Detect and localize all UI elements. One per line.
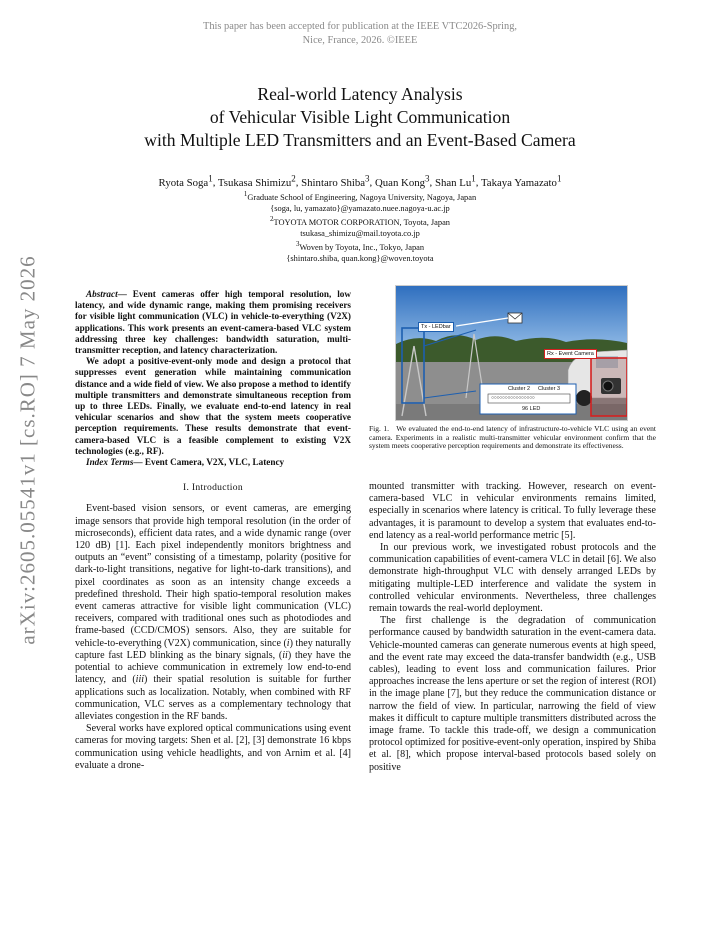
figure-1-photo xyxy=(395,285,628,421)
email-line: {shintaro.shiba, quan.kong}@woven.toyota xyxy=(286,254,434,264)
affiliation-line: $^3$Woven by Toyota, Inc., Tokyo, Japan xyxy=(295,240,425,253)
arxiv-id: arXiv:2605.05541v1 [cs.RO] 7 May 2026 xyxy=(15,255,40,645)
author-list: Ryota Soga$^1$, Tsukasa Shimizu$^2$, Shintaro Shiba$^3$, Quan Kong$^3$, Shan Lu$^1$, Takaya Yamazato$^1$ xyxy=(158,173,562,189)
intro-paragraph-1: Event-based vision sensors, or event cameras, are emerging image sensors that provide high temporal resolution (in the order of microseconds), efficient data rates, and a wide dynamic range (over 120 dB) [1]. Each pixel independently monitors brightness and outputs an “event” consisting of a timestamp, polarity (positive for dark-to-light transitions, negative for light-to-dark transitions), and pixel coordinates as soon as an intensity change exceeds a predefined threshold. Their high spatio-temporal resolution makes event cameras attractive for visible light communication (VLC) receivers, compared with traditional ones such as photodiodes and frame-based (CCD/CMOS) sensors. Also, they are suitable for vehicle-to-everything (V2X) communication, since (i) they naturally capture fast LED blinking as the binary signals, (ii) they have the potential to achieve communication in extremely low end-to-end latency, and (iii) their spatial resolution is suitable for further applications such as localization. Notably, when combined with RF communication, VLC serves as a complementary technology that alleviates congestion in the RF bands. xyxy=(75,503,352,722)
arxiv-stamp xyxy=(8,250,48,650)
right-paragraph-0: mounted transmitter with tracking. However, research on event-camera-based VLC in vehicular environments remains limited, especially in scenarios where latency is critical. To fully leverage these advantages, it is paramount to develop a system that evaluates end-to-end latency as a real-world performance metric [5]. xyxy=(369,481,656,541)
author: Takaya Yamazato$^1$ xyxy=(480,173,562,189)
figure-1-caption: Fig. 1. We evaluated the end-to-end latency of infrastructure-to-vehicle VLC using an event camera. Experiments in a realistic multi-transmitter vehicular environment confirm that the system meets cooperative perception requirements and demonstrate its effectiveness. xyxy=(369,424,657,451)
publication-notice xyxy=(0,20,720,48)
title-line-2: of Vehicular Visible Light Communication xyxy=(209,107,511,128)
notice-line-2: Nice, France, 2026. ©IEEE xyxy=(302,35,418,46)
rx-label: Rx - Event Camera xyxy=(544,349,597,359)
abstract-paragraph-2: We adopt a positive-event-only mode and design a protocol that suppresses event generation while maintaining communication distance and a wide field of view. We also propose a method to identify multiple transmitters and demonstrate simultaneous reception from up to three LEDs. Finally, we evaluate end-to-end latency in real vehicular scenarios and show that the system meets cooperative perception requirements. These results demonstrate that event-camera-based VLC is a feasible complement to existing V2X technologies (e.g., RF). xyxy=(75,356,351,456)
author: Tsukasa Shimizu$^2$ xyxy=(217,173,296,189)
intro-paragraph-2: Several works have explored optical communications using event cameras for moving targets: Shen et al. [2], [3] demonstrate 16 kbps communication using vehicle headlights, and von Arnim et al. [4] evaluate a drone- xyxy=(75,723,351,771)
tx-label: Tx - LEDbar xyxy=(418,322,454,332)
cluster-3-label: Cluster 3 xyxy=(538,386,561,392)
led-count-label: 96 LED xyxy=(522,406,541,412)
paper-title xyxy=(60,83,660,153)
affiliation-line: $^2$TOYOTA MOTOR CORPORATION, Toyota, Japan xyxy=(270,215,450,227)
author: Shan Lu$^1$ xyxy=(434,173,476,189)
abstract-paragraph-1: Abstract— Event cameras offer high temporal resolution, low latency, and wide dynamic range, making them promising receivers for visible light communication (VLC) in vehicle-to-everything (V2X) applications. This work presents an event-camera-based VLC system addressing three key challenges: bandwidth saturation, multi-transmitter reception, and latency characterization. xyxy=(75,289,351,356)
index-terms: Index Terms— Event Camera, V2X, VLC, Latency xyxy=(86,457,285,468)
notice-line-1: This paper has been accepted for publication at the IEEE VTC2026-Spring, xyxy=(202,21,518,32)
affiliations xyxy=(160,189,560,265)
led-dots: ○○○○○○○○○○○○○○○○ xyxy=(491,395,535,401)
left-column xyxy=(75,289,351,772)
author: Ryota Soga$^1$ xyxy=(158,173,213,189)
email-line: {soga, lu, yamazato}@yamazato.nuee.nagoya-u.ac.jp xyxy=(270,204,450,213)
author: Shintaro Shiba$^3$ xyxy=(301,173,370,189)
section-heading-introduction: I. Introduction xyxy=(183,482,243,494)
affiliation-line: $^1$Graduate School of Engineering, Nagoya University, Nagoya, Japan xyxy=(243,190,477,202)
title-line-3: with Multiple LED Transmitters and an Event-Based Camera xyxy=(144,130,576,151)
right-paragraph-1: In our previous work, we investigated robust protocols and the communication capabilities of event-camera VLC in detail [6]. We also demonstrate high-throughput VLC with densely arranged LEDs by mitigating multiple-LED interference and validate the system in controlled vehicular environments. Nevertheless, three challenges remain towards the real-world deployment. xyxy=(369,542,656,615)
title-line-1: Real-world Latency Analysis xyxy=(257,84,463,104)
email-line: tsukasa_shimizu@mail.toyota.co.jp xyxy=(300,229,420,239)
right-paragraph-2: The first challenge is the degradation of communication performance caused by bandwidth saturation in the event-camera data. Vehicle-mounted cameras can generate numerous events at high speed, and the event rate may exceed the data-transfer bandwidth (e.g., USB cables), leading to event loss and communication failures. Prior approaches increase the lens aperture or set the region of interest (ROI) in the image plane [7], but they reduce the communication distance or narrow the field of view. In particular, narrowing the field of view makes it difficult to capture multiple transmitters distributed across the image frame. To tackle this trade-off, we design a communication protocol optimized for positive-event-only operation, inspired by Shiba et al. [8], which propose interval-based protocols based solely on positive xyxy=(369,615,656,773)
cluster-2-label: Cluster 2 xyxy=(508,386,531,392)
right-column xyxy=(369,481,656,774)
author: Quan Kong$^3$ xyxy=(374,173,430,189)
